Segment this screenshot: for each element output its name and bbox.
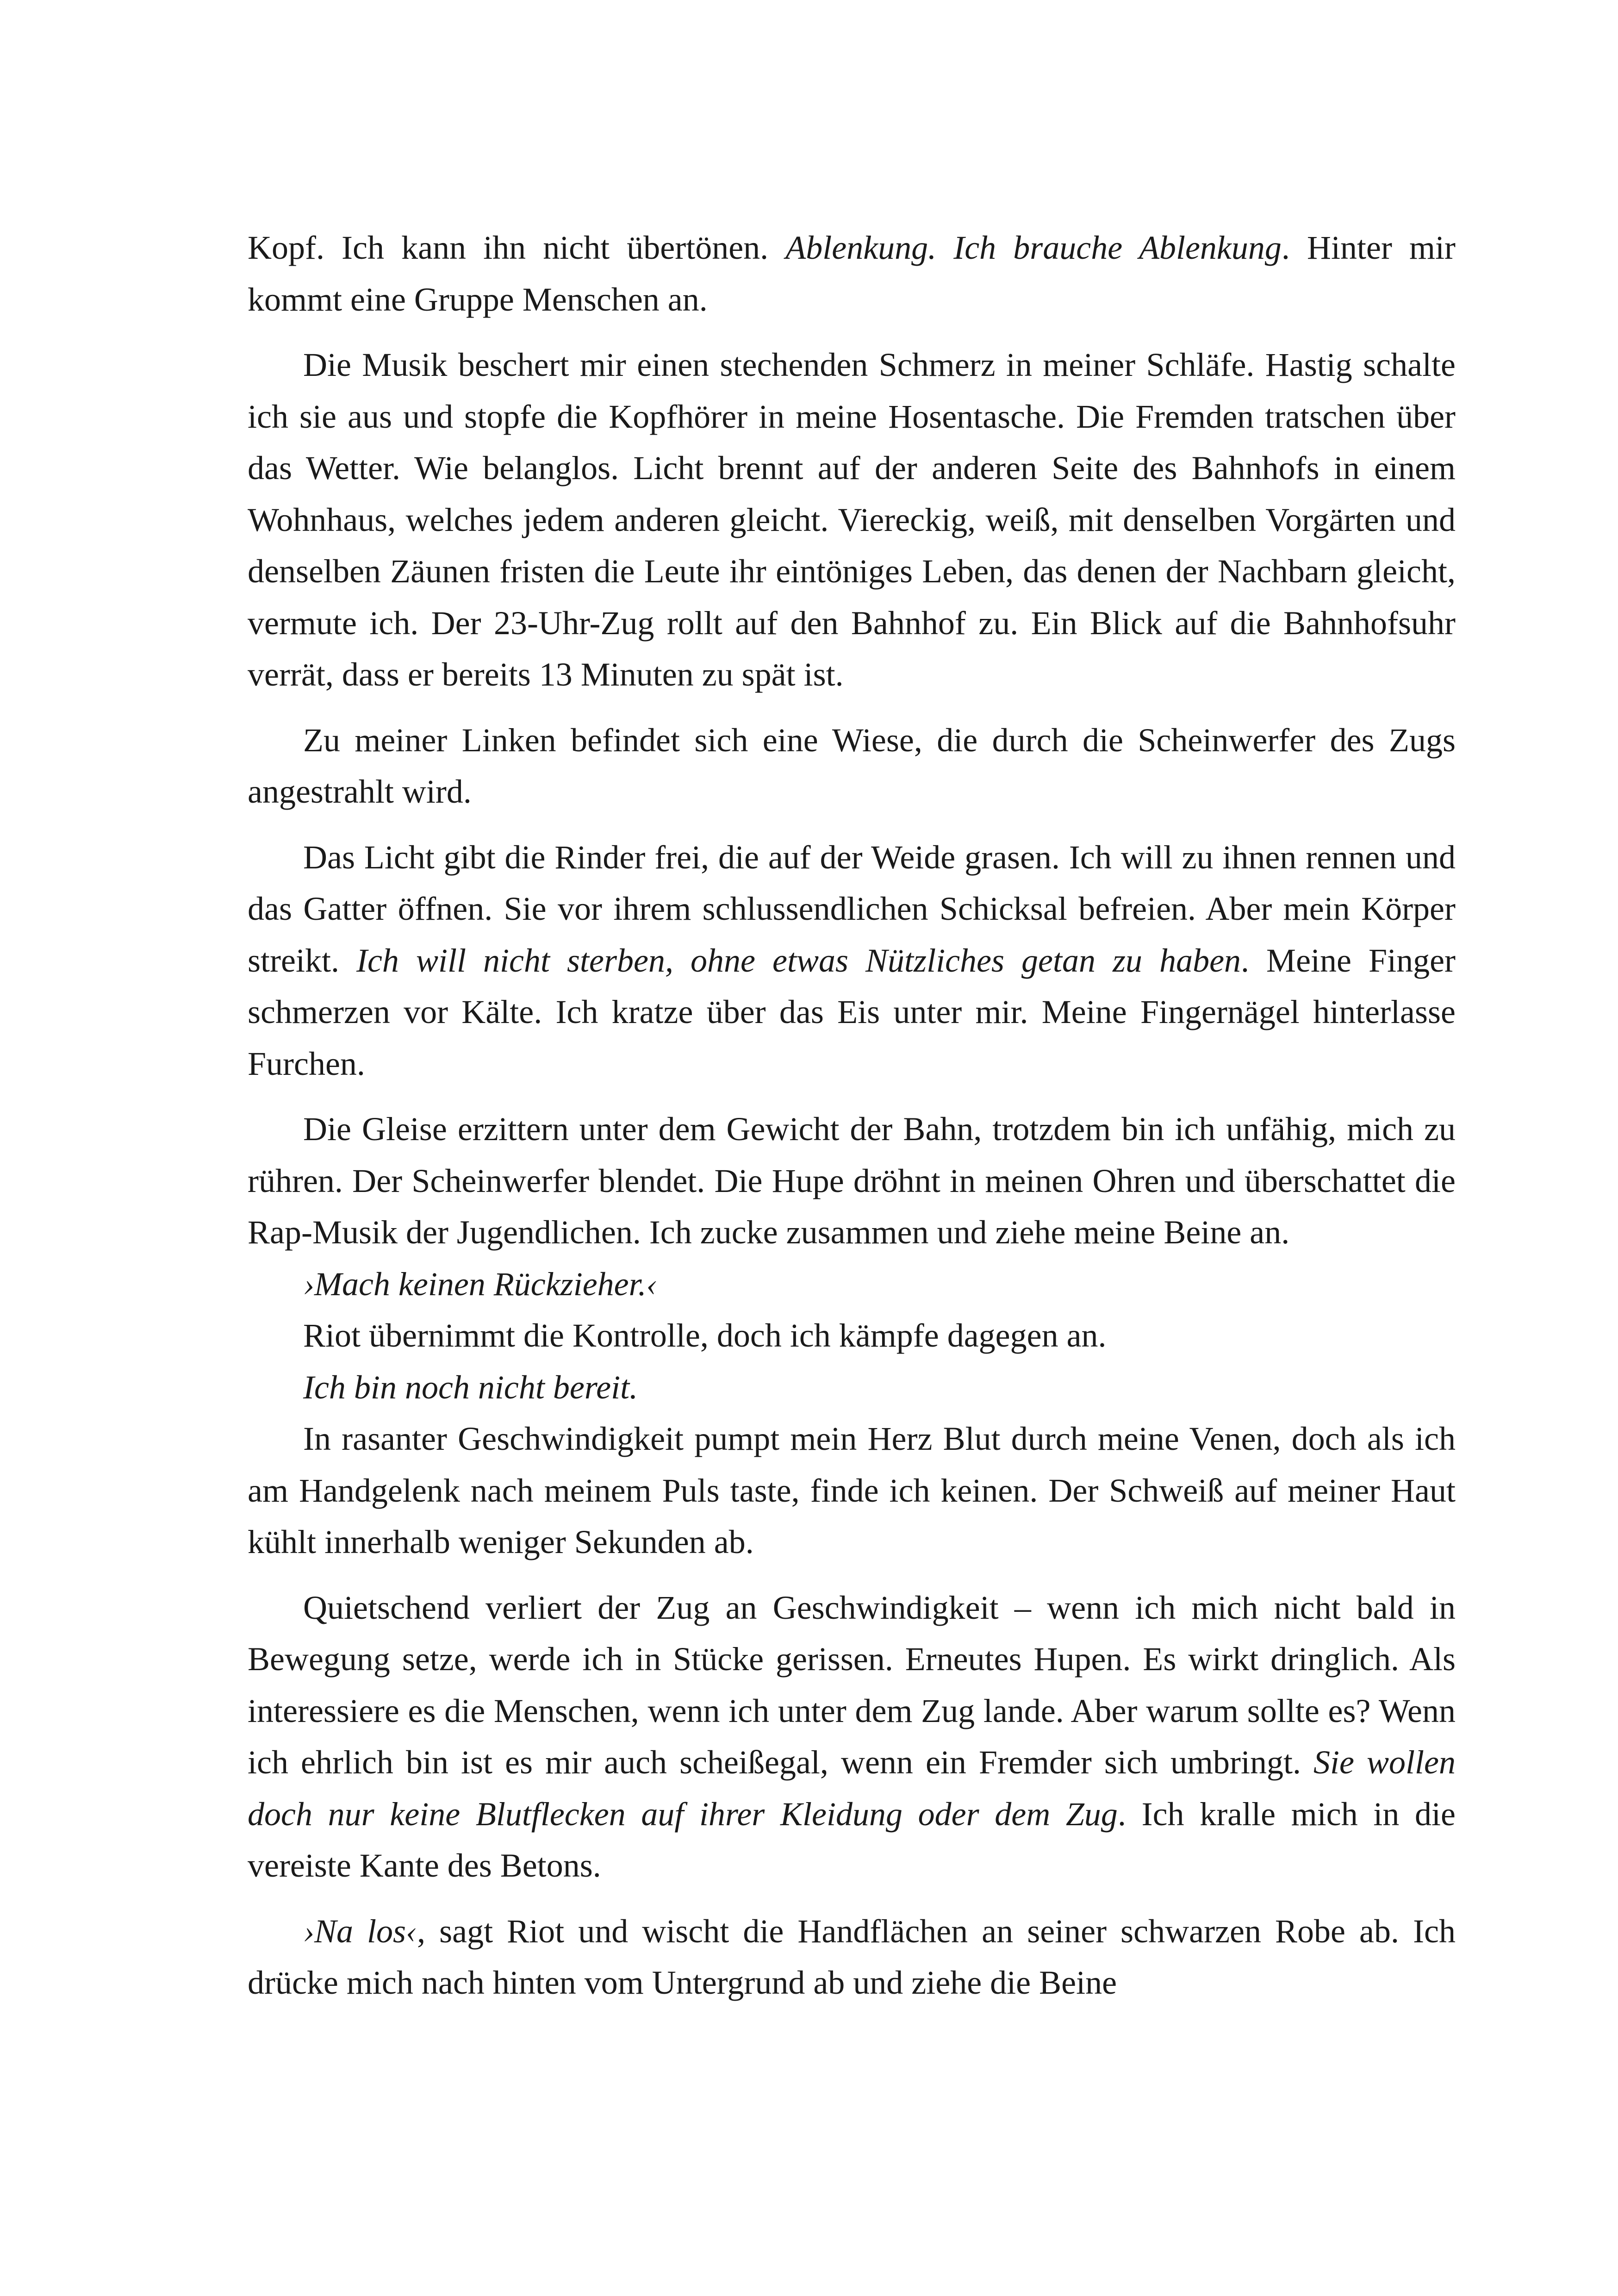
paragraph-8: Ich bin noch nicht bereit. — [303, 1368, 638, 1406]
paragraph-2: Die Musik beschert mir einen stechenden Schmerz in meiner Schläfe. Hastig schalte ich sie aus und stopfe die Kopfhörer in meine Hosentasche. Die Fremden tratschen über das Wetter. Wie belanglos. Licht brennt auf der anderen Seite des Bahnhofs in einem Wohnhaus, welches jedem anderen gleicht. Viereckig, weiß, mit denselben Vorgärten und denselben Zäunen fristen die Leute ihr eintöniges Leben, das denen der Nachbarn gleicht, vermute ich. Der 23-Uhr-Zug rollt auf den Bahnhof zu. Ein Blick auf die Bahnhofsuhr verrät, dass er bereits 13 Minuten zu spät ist. — [248, 346, 1456, 693]
paragraph-11: ›Na los‹, sagt Riot und wischt die Handflächen an seiner schwarzen Robe ab. Ich drücke mich nach hinten vom Untergrund ab und ziehe die Beine — [248, 1912, 1456, 2001]
paragraph-10: Quietschend verliert der Zug an Geschwindigkeit – wenn ich mich nicht bald in Bewegung setze, werde ich in Stücke gerissen. Erneutes Hupen. Es wirkt dringlich. Als interessiere es die Menschen, wenn ich unter dem Zug lande. Aber warum sollte es? Wenn ich ehrlich bin ist es mir auch scheißegal, wenn ein Fremder sich umbringt. Sie wollen doch nur keine Blutflecken auf ihrer Kleidung oder dem Zug. Ich kralle mich in die vereiste Kante des Betons. — [248, 1589, 1456, 1884]
paragraph-5: Die Gleise erzittern unter dem Gewicht der Bahn, trotzdem bin ich unfähig, mich zu rühren. Der Scheinwerfer blendet. Die Hupe dröhnt in meinen Ohren und überschattet die Rap-Musik der Jugendlichen. Ich zucke zusammen und ziehe meine Beine an. — [248, 1111, 1456, 1251]
paragraph-9: In rasanter Geschwindigkeit pumpt mein Herz Blut durch meine Venen, doch als ich am Handgelenk nach meinem Puls taste, finde ich keinen. Der Schweiß auf meiner Haut kühlt innerhalb weniger Sekunden ab. — [248, 1420, 1456, 1560]
paragraph-4: Das Licht gibt die Rinder frei, die auf der Weide grasen. Ich will zu ihnen rennen und das Gatter öffnen. Sie vor ihrem schlussendlichen Schicksal befreien. Aber mein Körper streikt. Ich will nicht sterben, ohne etwas Nützliches getan zu haben. Meine Finger schmerzen vor Kälte. Ich kratze über das Eis unter mir. Meine Fingernägel hinterlasse Furchen. — [248, 838, 1456, 1082]
body-text — [248, 222, 1456, 2009]
paragraph-6: ›Mach keinen Rückzieher.‹ — [303, 1265, 658, 1303]
paragraph-7: Riot übernimmt die Kontrolle, doch ich kämpfe dagegen an. — [303, 1317, 1107, 1354]
paragraph-1: Kopf. Ich kann ihn nicht übertönen. Ablenkung. Ich brauche Ablenkung. Hinter mir kommt eine Gruppe Menschen an. — [248, 229, 1456, 318]
paragraph-3: Zu meiner Linken befindet sich eine Wiese, die durch die Scheinwerfer des Zugs angestrahlt wird. — [248, 721, 1456, 810]
